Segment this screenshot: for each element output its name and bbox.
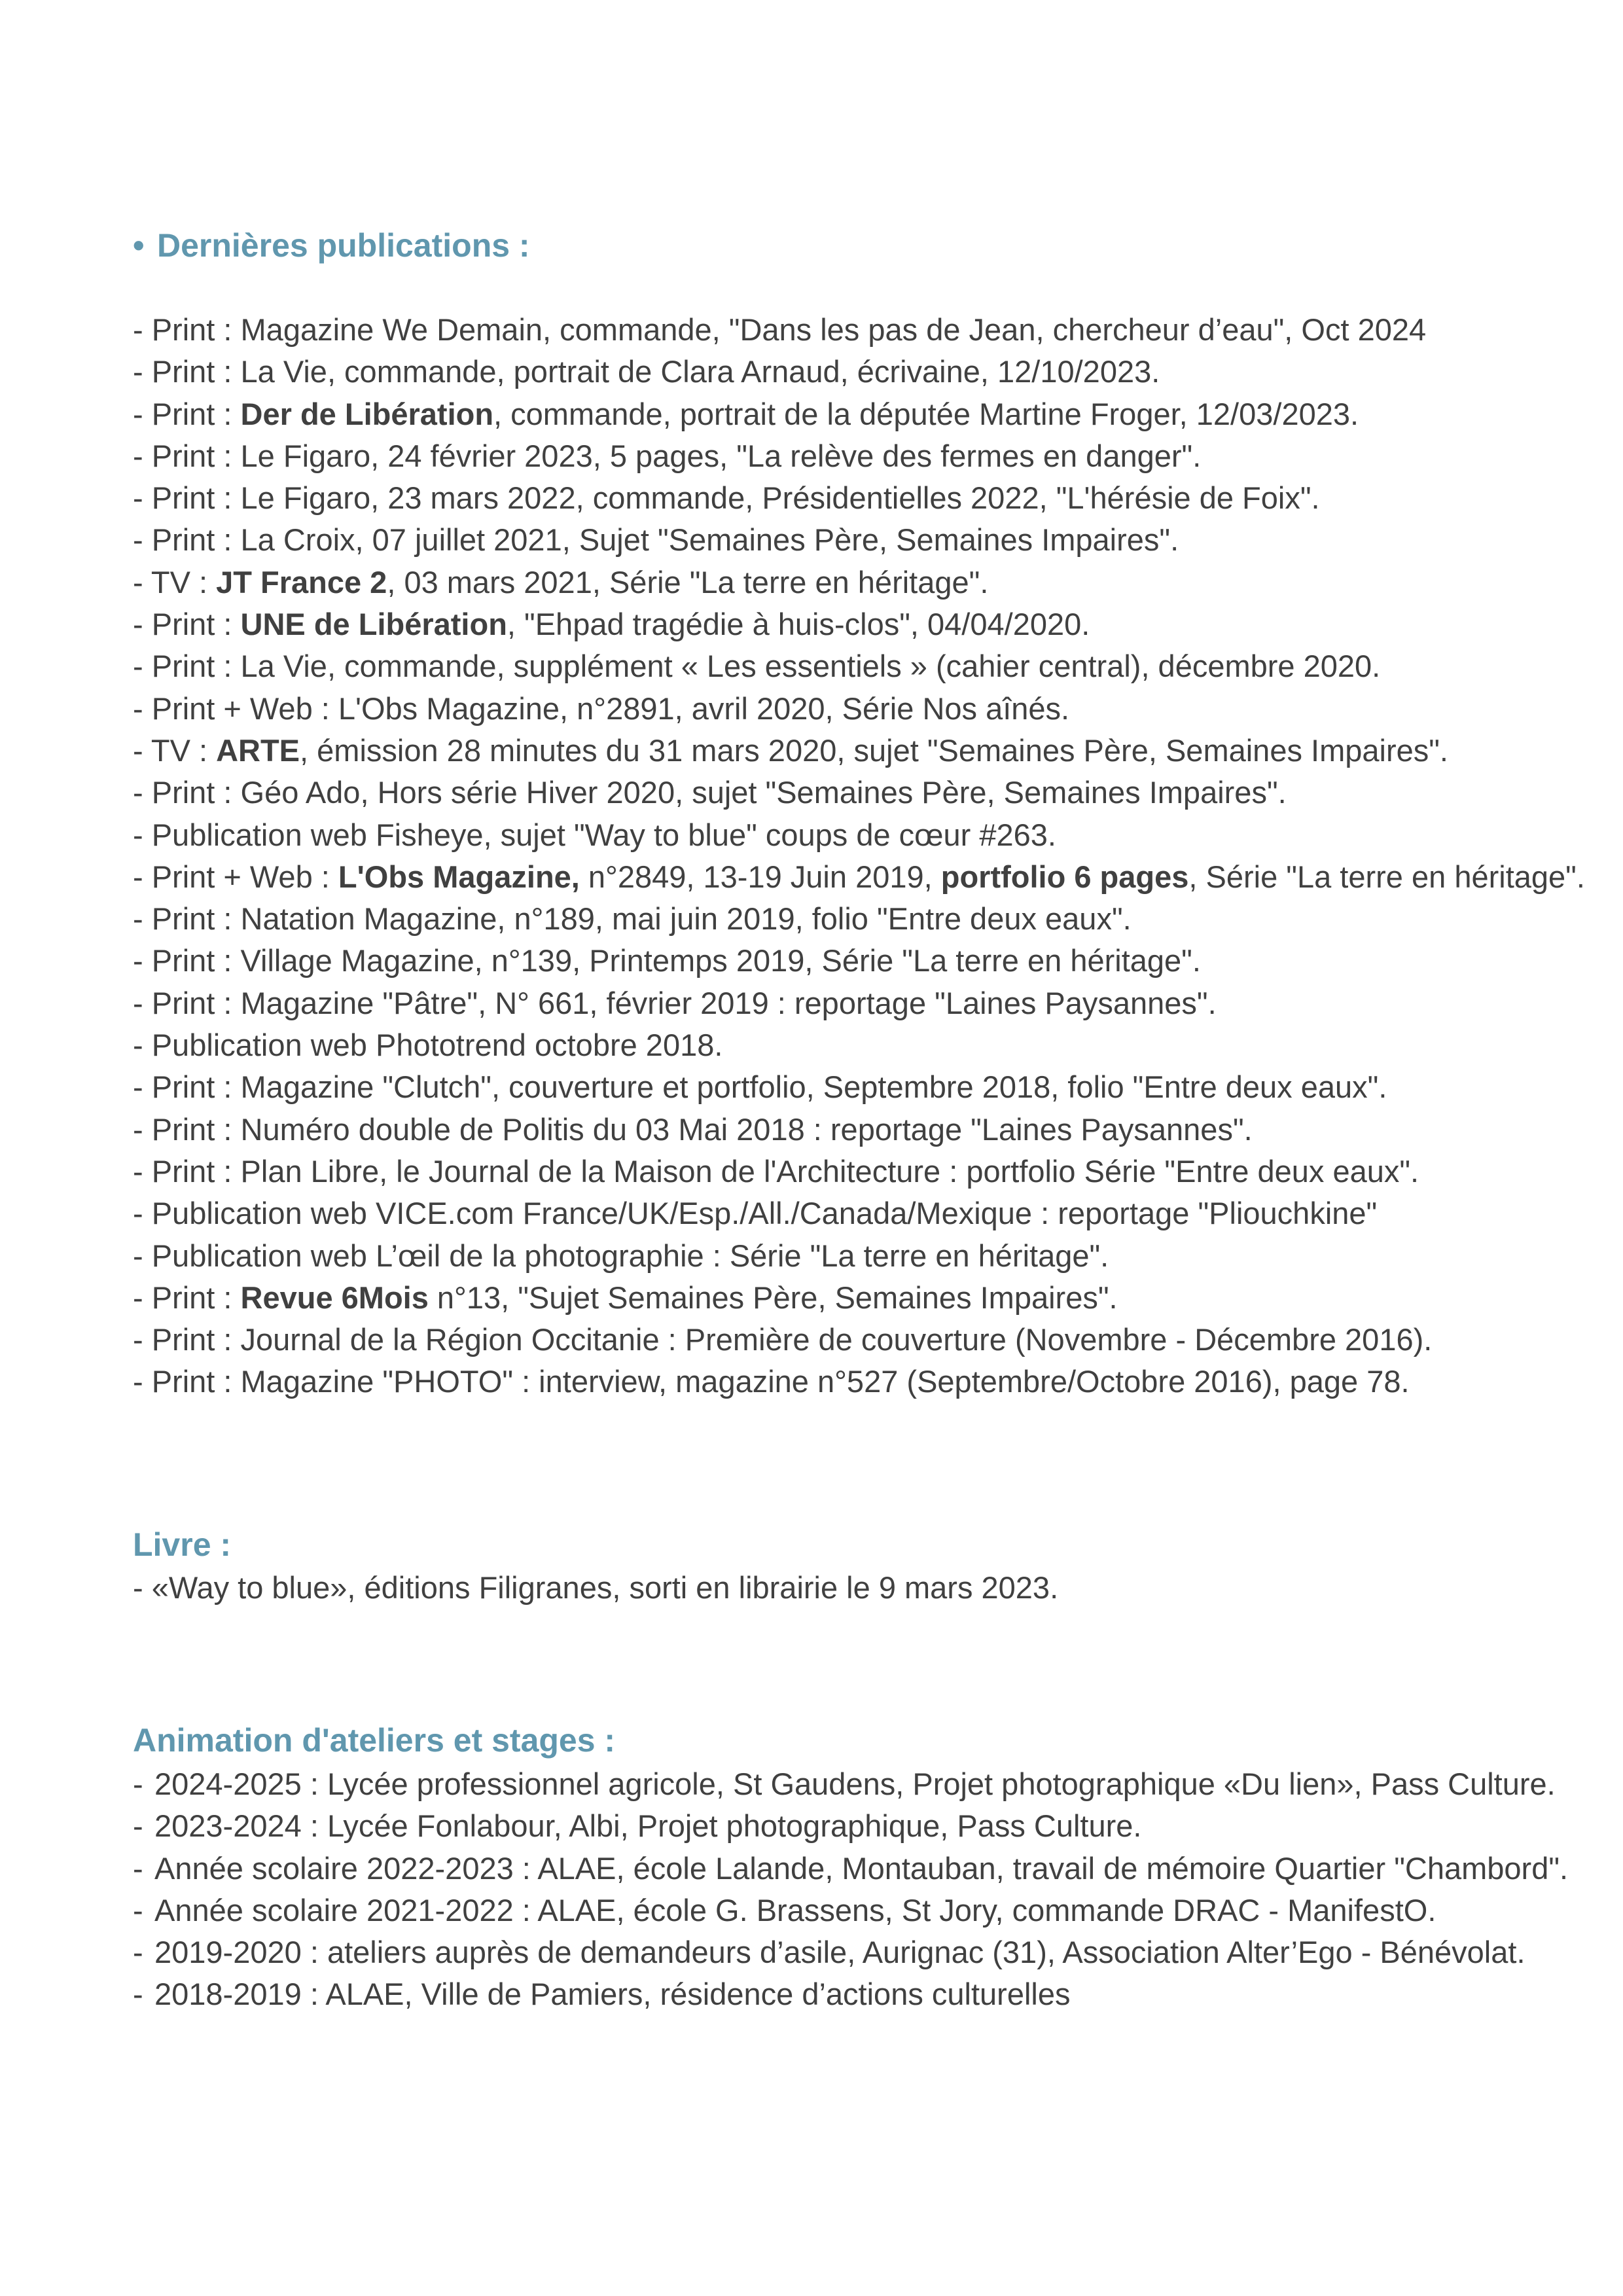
publication-item — [133, 940, 1585, 982]
publication-item — [133, 393, 1585, 435]
publication-item — [133, 688, 1585, 730]
publication-text: - Print : Magazine "Pâtre", N° 661, février 2019 : reportage "Laines Paysannes". — [133, 985, 1217, 1020]
livre-heading: Livre : — [133, 1526, 232, 1563]
list-item — [133, 1848, 1568, 1890]
publication-text: , émission 28 minutes du 31 mars 2020, sujet "Semaines Père, Semaines Impaires". — [300, 732, 1448, 768]
publication-text: - Print : Le Figaro, 24 février 2023, 5 pages, "La relève des fermes en danger". — [133, 438, 1202, 473]
list-item — [133, 1890, 1568, 1931]
publication-text: , Série "La terre en héritage". — [1188, 859, 1585, 894]
dash: - — [133, 1977, 143, 2012]
publication-emphasis: Der de Libération — [240, 396, 494, 431]
publication-item — [133, 1193, 1585, 1234]
item-text: 2018-2019 : ALAE, Ville de Pamiers, résidence d’actions culturelles — [154, 1977, 1071, 2012]
publication-text: - Print : La Croix, 07 juillet 2021, Sujet "Semaines Père, Semaines Impaires". — [133, 522, 1179, 558]
item-text: 2023-2024 : Lycée Fonlabour, Albi, Projet photographique, Pass Culture. — [154, 1808, 1142, 1844]
publication-emphasis: UNE de Libération — [240, 607, 507, 642]
list-item — [133, 1805, 1568, 1847]
publication-emphasis: portfolio 6 pages — [940, 859, 1189, 894]
publication-item — [133, 435, 1585, 477]
dash: - — [133, 1892, 143, 1928]
publication-item — [133, 351, 1585, 393]
list-item — [133, 1973, 1568, 2015]
publication-text: , commande, portrait de la députée Martine Froger, 12/03/2023. — [493, 396, 1359, 431]
publication-text: - Print : Magazine We Demain, commande, "Dans les pas de Jean, chercheur d’eau", Oct 2024 — [133, 312, 1427, 347]
publication-item — [133, 982, 1585, 1024]
publication-item — [133, 477, 1585, 519]
publication-item — [133, 519, 1585, 561]
item-text: 2024-2025 : Lycée professionnel agricole, St Gaudens, Projet photographique «Du lien», Pass Culture. — [154, 1767, 1556, 1801]
publication-text: - Print : — [133, 1280, 241, 1315]
publication-text: - Print : Magazine "PHOTO" : interview, magazine n°527 (Septembre/Octobre 2016), page 78. — [133, 1364, 1410, 1399]
publication-item — [133, 562, 1585, 603]
publication-text: - Print : Village Magazine, n°139, Printemps 2019, Série "La terre en héritage". — [133, 943, 1201, 978]
publications-heading — [133, 226, 530, 265]
publication-item — [133, 814, 1585, 856]
publication-item — [133, 603, 1585, 645]
publication-text: - Print : La Vie, commande, portrait de Clara Arnaud, écrivaine, 12/10/2023. — [133, 354, 1160, 389]
publication-text: n°13, "Sujet Semaines Père, Semaines Impaires". — [428, 1280, 1118, 1315]
publication-emphasis: L'Obs Magazine, — [338, 859, 580, 894]
list-item — [133, 1931, 1568, 1973]
publication-text: - Print : Natation Magazine, n°189, mai juin 2019, folio "Entre deux eaux". — [133, 901, 1132, 937]
dash: - — [133, 1850, 143, 1886]
publication-text: - Publication web Phototrend octobre 2018. — [133, 1028, 723, 1063]
dash: - — [133, 1935, 143, 1970]
publication-text: - Print + Web : L'Obs Magazine, n°2891, avril 2020, Série Nos aînés. — [133, 691, 1070, 726]
publication-text: - Publication web L’œil de la photographie : Série "La terre en héritage". — [133, 1238, 1109, 1273]
dash: - — [133, 1767, 143, 1801]
list-item — [133, 1763, 1568, 1805]
publication-item — [133, 1361, 1585, 1403]
publications-list — [133, 309, 1585, 1403]
item-text: Année scolaire 2021-2022 : ALAE, école G. Brassens, St Jory, commande DRAC - ManifestO. — [154, 1892, 1436, 1928]
publication-text: - Print + Web : — [133, 859, 338, 894]
publication-item — [133, 1277, 1585, 1319]
publication-item — [133, 645, 1585, 687]
publication-text: - Print : Plan Libre, le Journal de la Maison de l'Architecture : portfolio Série "Entre deux eaux". — [133, 1153, 1419, 1189]
dash: - — [133, 1808, 143, 1844]
publication-text: - Publication web VICE.com France/UK/Esp./All./Canada/Mexique : reportage "Pliouchkine" — [133, 1196, 1378, 1231]
publication-text: - Print : — [133, 607, 241, 642]
publication-text: - Print : Numéro double de Politis du 03 Mai 2018 : reportage "Laines Paysannes". — [133, 1111, 1253, 1147]
item-text: Année scolaire 2022-2023 : ALAE, école Lalande, Montauban, travail de mémoire Quartier "Chambord". — [154, 1850, 1569, 1886]
publication-item — [133, 1151, 1585, 1193]
publication-emphasis: Revue 6Mois — [240, 1280, 429, 1315]
publication-item — [133, 898, 1585, 940]
animation-list — [133, 1763, 1568, 2016]
publications-title: Dernières publications : — [157, 227, 530, 264]
publication-text: - Print : Le Figaro, 23 mars 2022, commande, Présidentielles 2022, "L'hérésie de Foix". — [133, 480, 1320, 516]
publication-text: - Print : — [133, 396, 241, 431]
publication-item — [133, 1235, 1585, 1277]
publication-item — [133, 772, 1585, 814]
publication-text: , 03 mars 2021, Série "La terre en héritage". — [387, 564, 989, 600]
publication-text: - Publication web Fisheye, sujet "Way to blue" coups de cœur #263. — [133, 817, 1056, 852]
publication-item — [133, 730, 1585, 772]
publication-text: , "Ehpad tragédie à huis-clos", 04/04/2020. — [507, 607, 1090, 642]
animation-heading: Animation d'ateliers et stages : — [133, 1722, 616, 1759]
publication-item — [133, 856, 1585, 898]
publication-item — [133, 309, 1585, 351]
publication-item — [133, 1024, 1585, 1066]
publication-text: - Print : Journal de la Région Occitanie : Première de couverture (Novembre - Décembre 2016). — [133, 1322, 1433, 1357]
publication-text: - Print : Géo Ado, Hors série Hiver 2020, sujet "Semaines Père, Semaines Impaires". — [133, 775, 1287, 810]
publication-text: - TV : — [133, 564, 217, 600]
publication-item — [133, 1066, 1585, 1108]
item-text: 2019-2020 : ateliers auprès de demandeurs d’asile, Aurignac (31), Association Alter’Ego - Bénévolat. — [154, 1935, 1525, 1970]
publication-text: n°2849, 13-19 Juin 2019, — [579, 859, 941, 894]
list-item: - «Way to blue», éditions Filigranes, sorti en librairie le 9 mars 2023. — [133, 1570, 1059, 1605]
publication-item — [133, 1319, 1585, 1361]
livre-list — [133, 1567, 1058, 1609]
publication-text: - Print : La Vie, commande, supplément « Les essentiels » (cahier central), décembre 2020. — [133, 649, 1381, 684]
bullet-icon: • — [133, 227, 145, 264]
publication-item — [133, 1109, 1585, 1151]
publication-emphasis: JT France 2 — [216, 564, 387, 600]
publication-text: - Print : Magazine "Clutch", couverture et portfolio, Septembre 2018, folio "Entre deux eaux". — [133, 1069, 1387, 1105]
publication-text: - TV : — [133, 732, 217, 768]
publication-emphasis: ARTE — [216, 732, 300, 768]
